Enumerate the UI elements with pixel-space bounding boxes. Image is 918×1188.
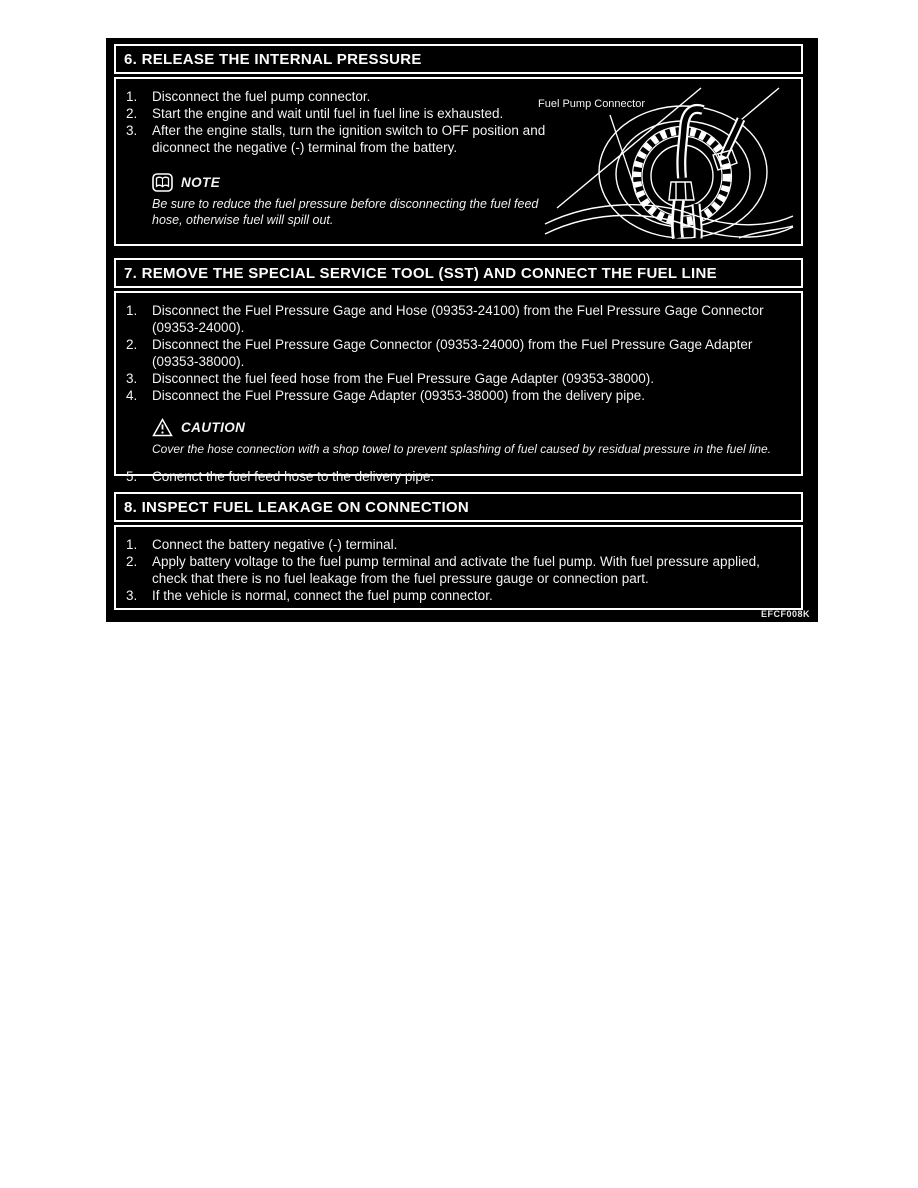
step: [126, 122, 572, 156]
step-text: Disconnect the fuel pump connector.: [152, 89, 371, 104]
step-text: If the vehicle is normal, connect the fuel pump connector.: [152, 588, 493, 603]
section-title: 7. REMOVE THE SPECIAL SERVICE TOOL (SST) AND CONNECT THE FUEL LINE: [114, 258, 803, 288]
section-body: [114, 77, 803, 246]
step-text: Disconnect the Fuel Pressure Gage Adapter (09353-38000) from the delivery pipe.: [152, 388, 646, 403]
section-release-internal-pressure: [114, 44, 803, 246]
note-text: Be sure to reduce the fuel pressure before disconnecting the fuel feed hose, otherwise fuel will spill out.: [152, 197, 539, 227]
step-number: 3.: [126, 588, 138, 603]
step: [126, 387, 791, 404]
step-number: 2.: [126, 337, 138, 352]
step-text: Conenct the fuel feed hose to the delivery pipe.: [152, 469, 435, 484]
step-list: [126, 536, 791, 604]
section-remove-sst: [114, 258, 803, 484]
step: [126, 302, 791, 336]
step-text: Disconnect the Fuel Pressure Gage and Hose (09353-24100) from the Fuel Pressure Gage Connector (09353-24000).: [152, 303, 764, 335]
step-text: Start the engine and wait until fuel in fuel line is exhausted.: [152, 106, 504, 121]
step: [126, 105, 572, 122]
section-body: [114, 525, 803, 610]
step: [126, 336, 791, 370]
caution-block: [152, 416, 791, 457]
note-block: [152, 171, 572, 228]
figure-label: Fuel Pump Connector: [538, 98, 645, 110]
step-text: Apply battery voltage to the fuel pump terminal and activate the fuel pump. With fuel pressure applied, check that there is no fuel leakage from the fuel pressure gauge or connection part.: [152, 554, 760, 586]
step-number: 1.: [126, 303, 138, 318]
fuel-pump-figure: [538, 86, 791, 228]
step: [126, 370, 791, 387]
warning-triangle-icon: [152, 418, 173, 437]
step-text: After the engine stalls, turn the ignition switch to OFF position and diconnect the negative (-) terminal from the battery.: [152, 123, 546, 155]
open-book-icon: [152, 173, 173, 192]
step-number: 4.: [126, 388, 138, 403]
step: [126, 587, 791, 604]
fuel-pump-illustration: [543, 86, 795, 238]
section-body: [114, 291, 803, 484]
section-inspect-fuel-leakage: [114, 492, 803, 610]
step: [126, 88, 572, 105]
step: [126, 553, 791, 587]
section-title: 6. RELEASE THE INTERNAL PRESSURE: [114, 44, 803, 74]
step-number: 5.: [126, 469, 138, 484]
step-text: Disconnect the Fuel Pressure Gage Connector (09353-24000) from the Fuel Pressure Gage Adapter (09353-38000).: [152, 337, 753, 369]
figure-code: EFCF008K: [760, 609, 810, 619]
step: [126, 536, 791, 553]
step-text: Disconnect the fuel feed hose from the Fuel Pressure Gage Adapter (09353-38000).: [152, 371, 655, 386]
step-number: 3.: [126, 371, 138, 386]
step-number: 3.: [126, 123, 138, 138]
step-number: 2.: [126, 106, 138, 121]
caution-label: CAUTION: [181, 419, 246, 435]
note-label: NOTE: [181, 174, 221, 190]
step-text: Connect the battery negative (-) terminal.: [152, 537, 398, 552]
caution-text: Cover the hose connection with a shop towel to prevent splashing of fuel caused by residual pressure in the fuel line.: [152, 442, 772, 456]
step-number: 1.: [126, 537, 138, 552]
instruction-panel: [106, 38, 818, 622]
step-list: [126, 302, 791, 404]
section-title: 8. INSPECT FUEL LEAKAGE ON CONNECTION: [114, 492, 803, 522]
step-list: [126, 88, 572, 228]
step-number: 2.: [126, 554, 138, 569]
step: [126, 468, 791, 485]
step-number: 1.: [126, 89, 138, 104]
